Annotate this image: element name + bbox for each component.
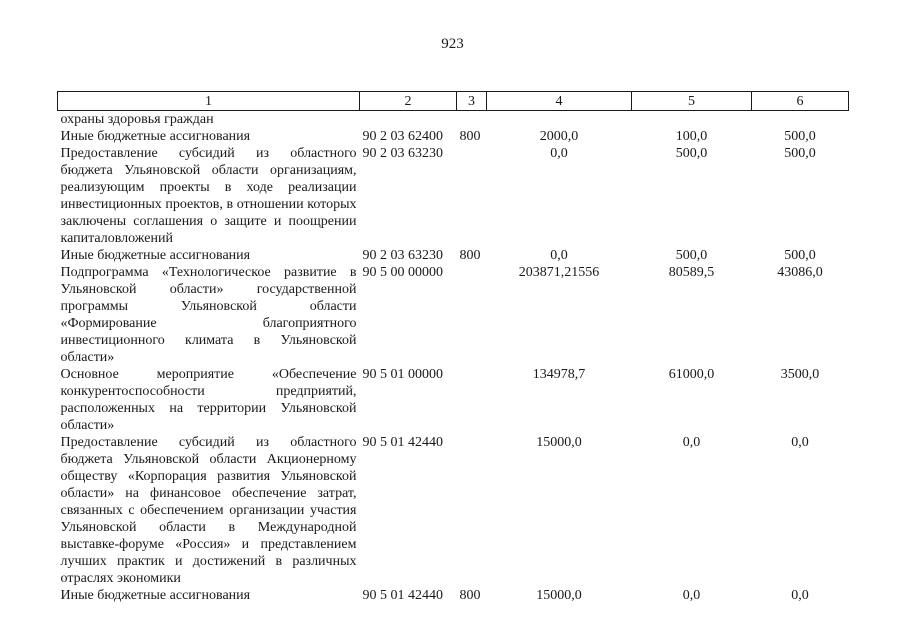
table-row — [58, 111, 849, 129]
row-name: Основное мероприятие «Обеспечение конкурентоспособности предприятий, расположенных на территории Ульяновской области» — [60, 367, 357, 433]
row-name: Иные бюджетные ассигнования — [60, 588, 251, 603]
row-value-3: 500,0 — [784, 146, 816, 161]
row-type: 800 — [459, 129, 481, 144]
table-row — [58, 434, 849, 587]
table-row — [58, 145, 849, 247]
row-code: 90 5 01 42440 — [362, 588, 443, 603]
row-code: 90 5 01 00000 — [362, 367, 443, 382]
row-type — [457, 434, 487, 587]
row-type — [457, 111, 487, 129]
row-type: 800 — [459, 248, 481, 263]
row-value-3: 3500,0 — [780, 367, 820, 382]
row-value-3: 0,0 — [791, 588, 809, 603]
row-value-1: 15000,0 — [536, 435, 582, 450]
row-type — [457, 264, 487, 366]
row-value-1: 203871,21556 — [518, 265, 600, 280]
row-code: 90 2 03 63230 — [362, 146, 443, 161]
row-value-1: 0,0 — [550, 146, 568, 161]
row-name: охраны здоровья граждан — [60, 112, 214, 127]
row-type — [457, 366, 487, 434]
row-code — [360, 111, 457, 129]
row-type — [457, 145, 487, 247]
row-name: Предоставление субсидий из областного бюджета Ульяновской области Акционерному обществу «Корпорация развития Ульяновской области» на финансовое обеспечение затрат, связанных с обеспечением организации участия Ульяновской области в Международной выставке-форуме «Россия» и представлением лучших практик и достижений в различных отраслях экономики — [60, 435, 357, 586]
row-value-2: 0,0 — [682, 588, 701, 603]
row-value-1: 2000,0 — [539, 129, 579, 144]
row-code: 90 2 03 63230 — [362, 248, 443, 263]
row-value-1: 15000,0 — [536, 588, 582, 603]
row-name: Иные бюджетные ассигнования — [60, 129, 251, 144]
row-name: Предоставление субсидий из областного бюджета Ульяновской области организациям, реализующим проекты в ходе реализации инвестиционных проектов, в отношении которых заключены соглашения о защите и поощрении капиталовложений — [60, 146, 357, 246]
row-name: Подпрограмма «Технологическое развитие в Ульяновской области» государственной программы Ульяновской области «Формирование благоприятного инвестиционного климата в Ульяновской области» — [60, 265, 357, 365]
header-col-1: 1 — [58, 92, 360, 111]
table-row — [58, 366, 849, 434]
table-row — [58, 264, 849, 366]
row-value-2 — [632, 111, 752, 129]
row-value-2: 0,0 — [682, 435, 701, 450]
table-row — [58, 247, 849, 264]
header-col-5: 5 — [632, 92, 752, 111]
row-value-2: 500,0 — [675, 248, 708, 263]
table-row — [58, 587, 849, 604]
row-type: 800 — [459, 588, 481, 603]
row-value-1 — [487, 111, 632, 129]
row-value-2: 61000,0 — [668, 367, 715, 382]
row-name: Иные бюджетные ассигнования — [60, 248, 251, 263]
row-value-2: 80589,5 — [668, 265, 715, 280]
row-value-2: 100,0 — [675, 129, 708, 144]
row-value-1: 134978,7 — [532, 367, 586, 382]
page-number: 923 — [441, 36, 464, 52]
row-value-1: 0,0 — [550, 248, 568, 263]
row-code: 90 5 00 00000 — [362, 265, 443, 280]
row-value-3: 0,0 — [791, 435, 809, 450]
row-value-3: 43086,0 — [777, 265, 823, 280]
row-code: 90 2 03 62400 — [362, 129, 443, 144]
header-col-4: 4 — [487, 92, 632, 111]
row-value-3 — [752, 111, 849, 129]
header-col-6: 6 — [752, 92, 849, 111]
header-row — [58, 92, 849, 111]
row-value-3: 500,0 — [784, 129, 816, 144]
row-value-3: 500,0 — [784, 248, 816, 263]
header-col-3: 3 — [457, 92, 487, 111]
header-col-2: 2 — [360, 92, 457, 111]
budget-table — [57, 91, 849, 604]
row-code: 90 5 01 42440 — [362, 435, 443, 450]
table-row — [58, 128, 849, 145]
row-value-2: 500,0 — [675, 146, 708, 161]
